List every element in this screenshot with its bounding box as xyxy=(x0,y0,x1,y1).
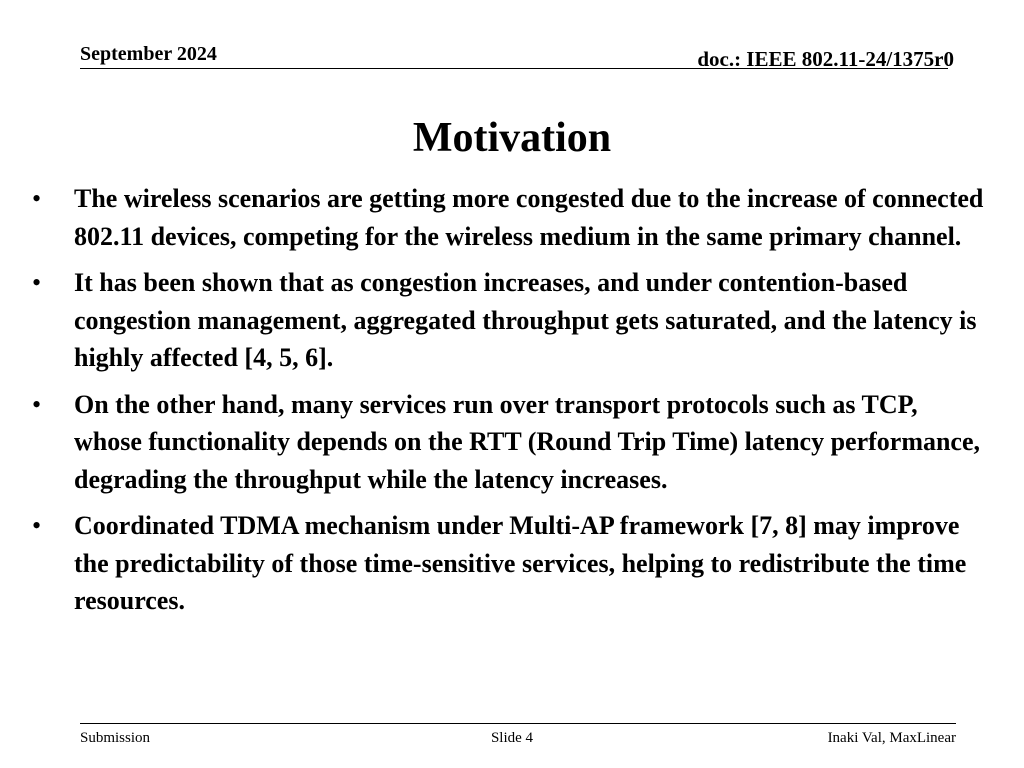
slide-title: Motivation xyxy=(412,115,612,161)
bullet-text: Coordinated TDMA mechanism under Multi-AP framework [7, 8] may improve the predictability of those time-sensitive services, helping to redistribute the time resources. xyxy=(74,511,967,615)
footer-author: Inaki Val, MaxLinear xyxy=(827,730,956,746)
bullet-item xyxy=(30,507,990,620)
header-doc-id: doc.: IEEE 802.11-24/1375r0 xyxy=(697,47,954,71)
bullet-item xyxy=(30,180,990,255)
header-divider xyxy=(80,68,948,69)
bullet-marker: • xyxy=(32,268,42,297)
bullet-marker: • xyxy=(32,389,42,419)
bullet-marker: • xyxy=(32,184,42,213)
footer-submission: Submission xyxy=(80,730,151,746)
bullet-list xyxy=(30,180,990,629)
bullet-text: On the other hand, many services run over transport protocols such as TCP, whose functionality depends on the RTT (Round Trip Time) latency performance, degrading the throughput while the latency increases. xyxy=(74,389,981,494)
header-date: September 2024 xyxy=(80,43,217,65)
bullet-item xyxy=(30,264,990,377)
bullet-text: The wireless scenarios are getting more congested due to the increase of connected 802.11 devices, competing for the wireless medium in the same primary channel. xyxy=(74,184,984,251)
bullet-marker: • xyxy=(32,511,42,540)
bullet-item xyxy=(30,386,990,499)
footer-divider xyxy=(80,723,956,724)
footer-slide-number: Slide 4 xyxy=(490,730,534,746)
bullet-text: It has been shown that as congestion increases, and under contention-based congestion management, aggregated throughput gets saturated, and the latency is highly affected [4, 5, 6]. xyxy=(74,268,977,372)
